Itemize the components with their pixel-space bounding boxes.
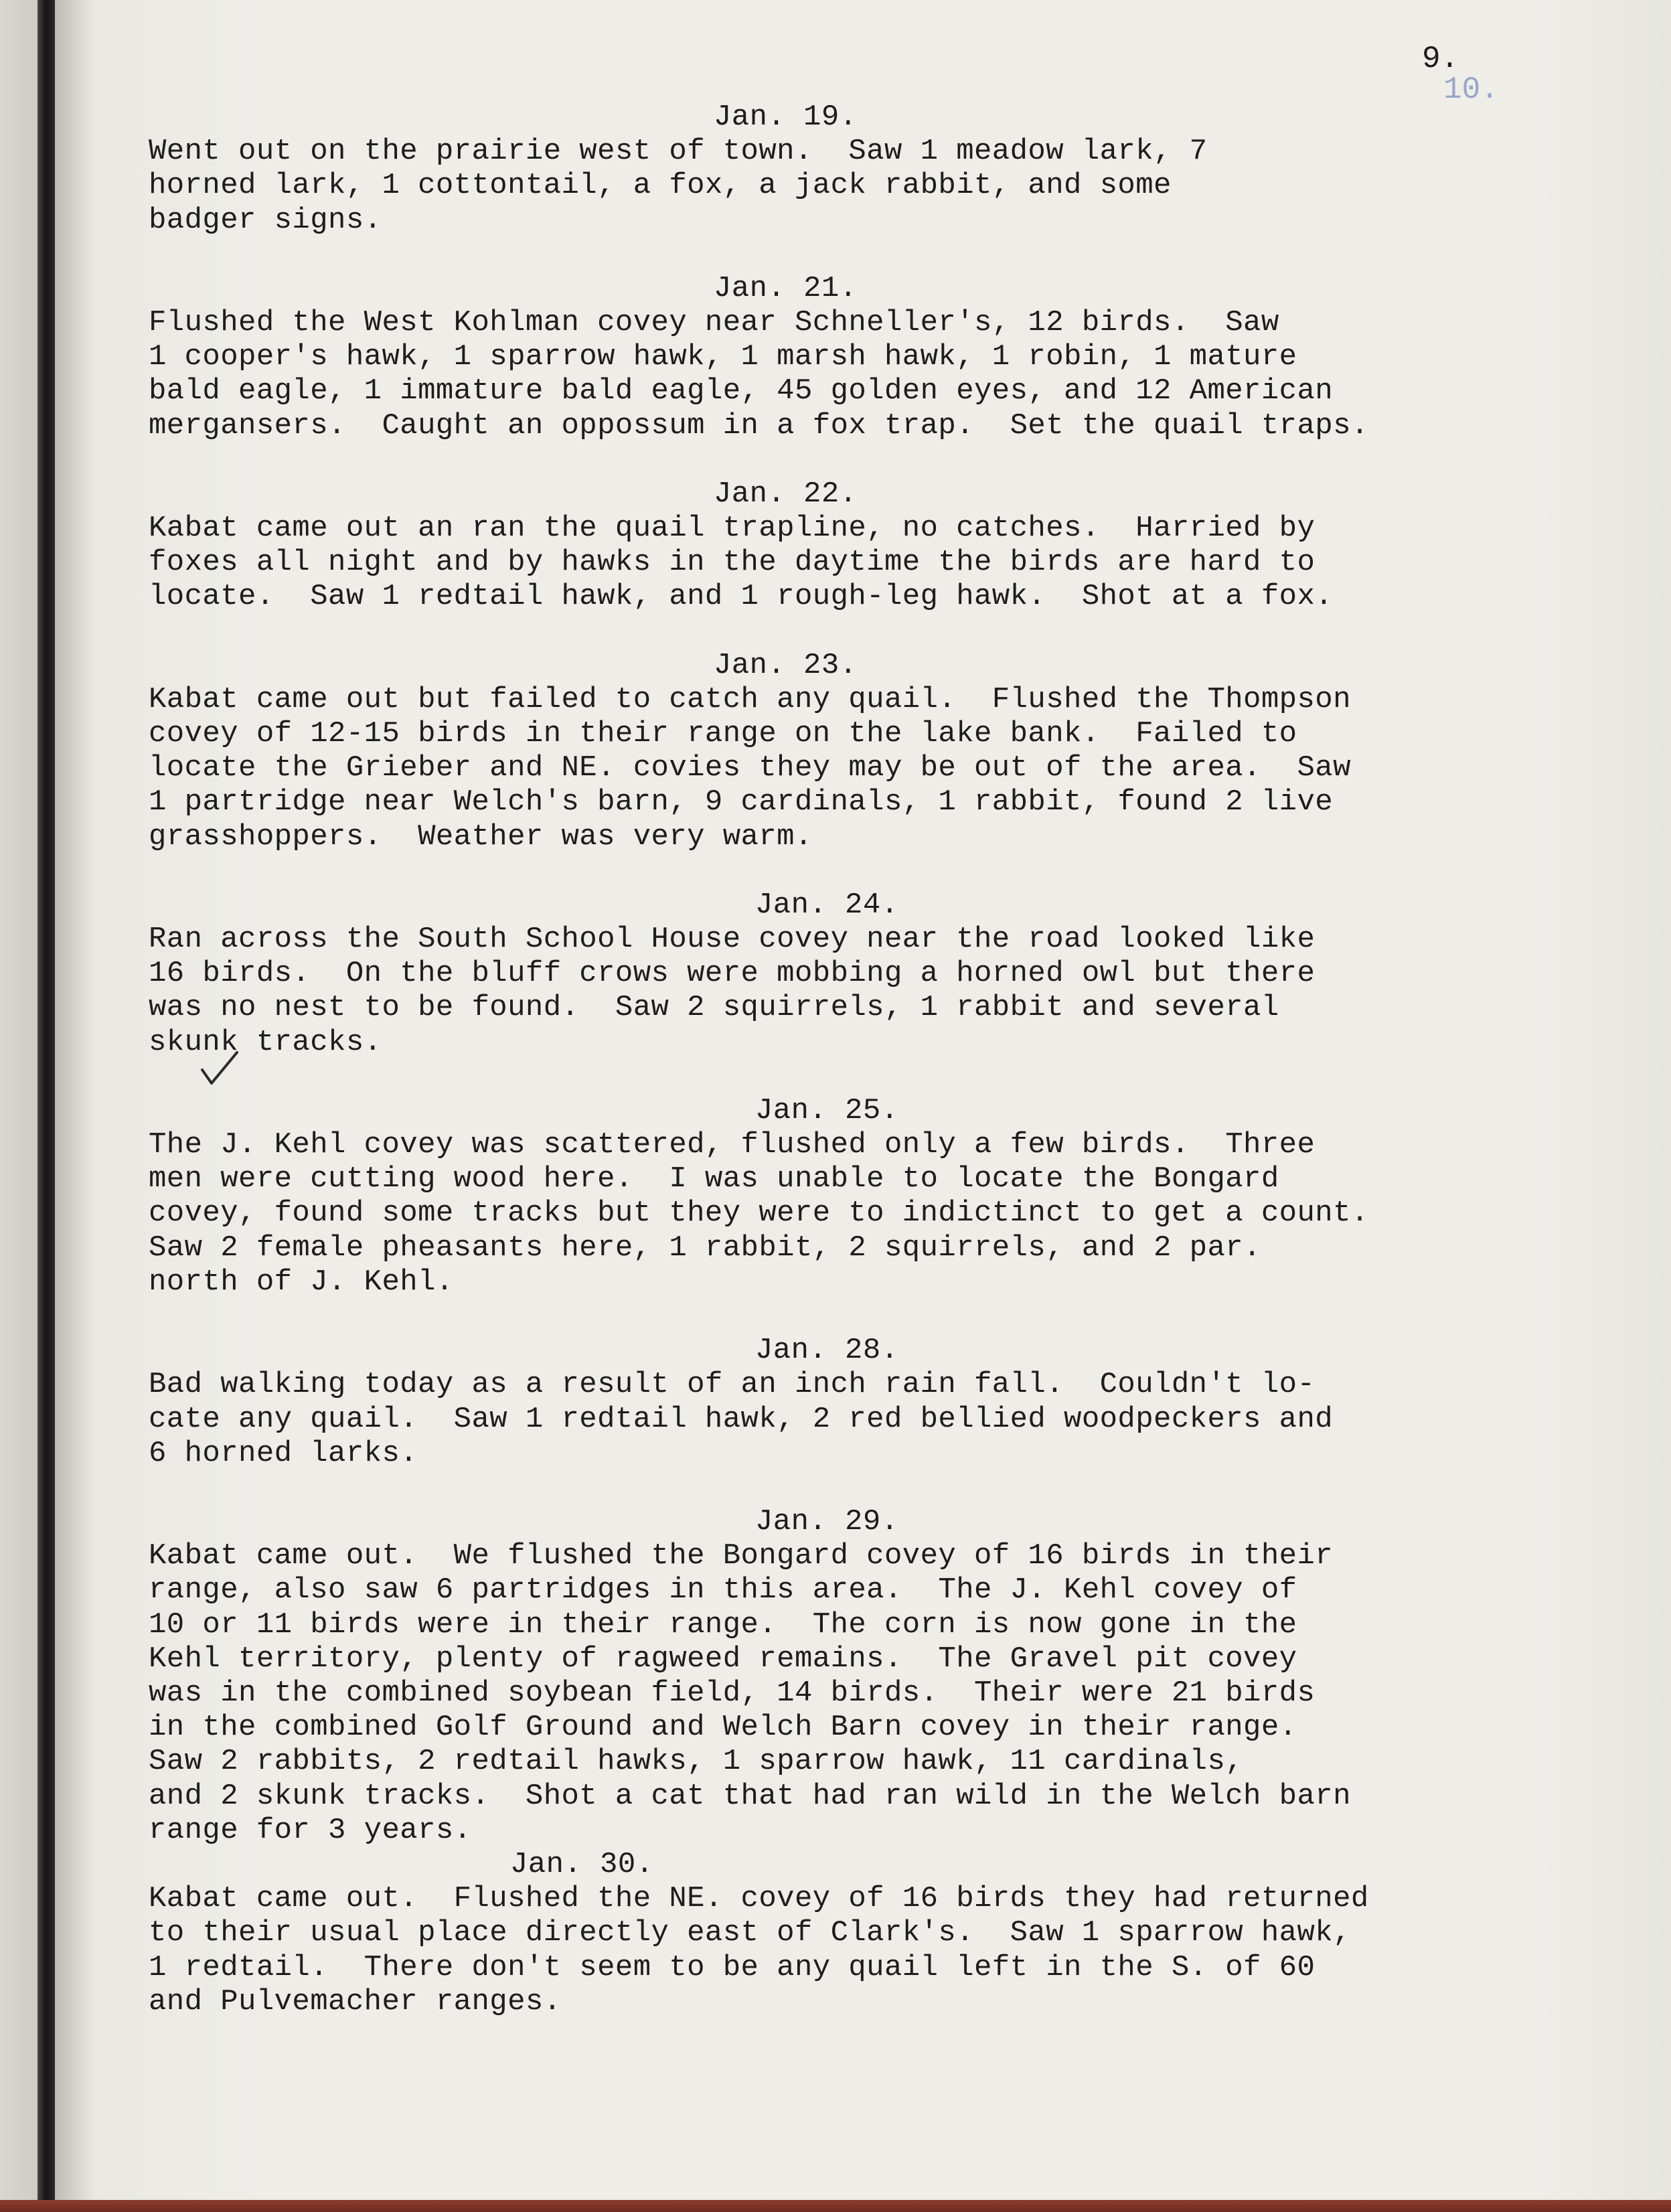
text-line: range, also saw 6 partridges in this area. The J. Kehl covey of [149,1573,1297,1607]
journal-entry [149,888,1608,1060]
text-line: 10 or 11 birds were in their range. The corn is now gone in the [149,1607,1297,1642]
text-line: Kabat came out. Flushed the NE. covey of 16 birds they had returned [149,1882,1369,1916]
text-line: Ran across the South School House covey near the road looked like [149,923,1316,957]
journal-text [149,100,1608,2019]
entry-date: Jan. 23. [714,648,858,682]
text-line: men were cutting wood here. I was unable to locate the Bongard [149,1162,1279,1196]
journal-entry [149,1094,1608,1299]
journal-entry [149,1505,1608,1848]
text-line: covey of 12-15 birds in their range on the lake bank. Failed to [149,717,1297,751]
entry-date: Jan. 28. [755,1334,899,1368]
journal-entry [149,649,1608,854]
text-line: grasshoppers. Weather was very warm. [149,819,813,854]
entry-date: Jan. 22. [714,477,858,511]
spine-shadow [55,0,95,2212]
entry-date: Jan. 19. [714,100,858,134]
text-line: to their usual place directly east of Clark's. Saw 1 sparrow hawk, [149,1916,1351,1950]
text-line: 16 birds. On the bluff crows were mobbing a horned owl but there [149,957,1316,991]
text-line: 1 redtail. There don't seem to be any quail left in the S. of 60 [149,1950,1316,1984]
text-line: north of J. Kehl. [149,1265,454,1299]
text-line: foxes all night and by hawks in the daytime the birds are hard to [149,546,1316,580]
text-line: Kehl territory, plenty of ragweed remains. The Gravel pit covey [149,1642,1297,1676]
entry-date: Jan. 30. [510,1847,654,1881]
text-line: was no nest to be found. Saw 2 squirrels, 1 rabbit and several [149,991,1279,1025]
text-line: Saw 2 female pheasants here, 1 rabbit, 2 squirrels, and 2 par. [149,1231,1261,1265]
journal-entry [149,477,1608,615]
journal-entry [149,100,1608,238]
text-line: covey, found some tracks but they were to indictinct to get a count. [149,1196,1369,1231]
text-line: Flushed the West Kohlman covey near Schneller's, 12 birds. Saw [149,306,1279,340]
text-line: horned lark, 1 cottontail, a fox, a jack rabbit, and some [149,169,1172,203]
book-edge [0,2200,1671,2212]
text-line: bald eagle, 1 immature bald eagle, 45 golden eyes, and 12 American [149,374,1334,408]
text-line: was in the combined soybean field, 14 birds. Their were 21 birds [149,1676,1316,1710]
handwritten-checkmark-icon [200,1050,240,1090]
text-line: skunk tracks. [149,1025,382,1059]
text-line: 1 cooper's hawk, 1 sparrow hawk, 1 marsh hawk, 1 robin, 1 mature [149,340,1297,374]
text-line: Kabat came out. We flushed the Bongard covey of 16 birds in their [149,1539,1334,1573]
text-line: Kabat came out but failed to catch any quail. Flushed the Thompson [149,682,1351,716]
text-line: in the combined Golf Ground and Welch Barn covey in their range. [149,1711,1297,1745]
bleed-through-page-number: 10. [1443,72,1499,107]
text-line: Went out on the prairie west of town. Saw 1 meadow lark, 7 [149,135,1208,169]
text-line: locate. Saw 1 redtail hawk, and 1 rough-leg hawk. Shot at a fox. [149,580,1334,614]
text-line: 1 partridge near Welch's barn, 9 cardinals, 1 rabbit, found 2 live [149,785,1334,819]
text-line: and 2 skunk tracks. Shot a cat that had ran wild in the Welch barn [149,1779,1351,1813]
text-line: and Pulvemacher ranges. [149,1984,562,2019]
text-line: cate any quail. Saw 1 redtail hawk, 2 red bellied woodpeckers and [149,1402,1334,1436]
entry-date: Jan. 24. [755,888,899,922]
text-line: locate the Grieber and NE. covies they may be out of the area. Saw [149,751,1351,785]
journal-entry [149,1848,1608,2019]
binding-spine [37,0,55,2212]
page-number: 9. [1422,42,1459,76]
entry-date: Jan. 29. [755,1504,899,1538]
text-line: mergansers. Caught an oppossum in a fox trap. Set the quail traps. [149,408,1369,443]
text-line: Kabat came out an ran the quail trapline, no catches. Harried by [149,511,1316,546]
text-line: Bad walking today as a result of an inch rain fall. Couldn't lo- [149,1368,1316,1402]
text-line: range for 3 years. [149,1813,472,1847]
entry-date: Jan. 25. [755,1093,899,1127]
text-line: The J. Kehl covey was scattered, flushed only a few birds. Three [149,1128,1316,1162]
journal-entry [149,1334,1608,1471]
adjacent-page-edge [0,0,37,2212]
journal-entry [149,272,1608,443]
text-line: Saw 2 rabbits, 2 redtail hawks, 1 sparrow hawk, 11 cardinals, [149,1745,1244,1779]
text-line: 6 horned larks. [149,1436,418,1470]
entry-date: Jan. 21. [714,271,858,305]
text-line: badger signs. [149,203,382,237]
